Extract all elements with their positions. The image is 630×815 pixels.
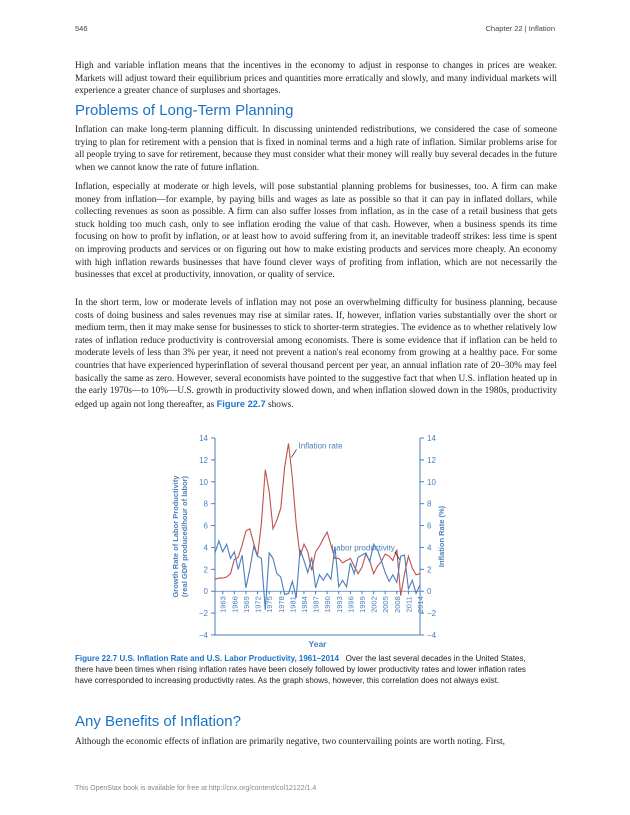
left-y-tick-label: 12 (199, 455, 208, 465)
paragraph-4: Although the economic effects of inflation are primarily negative, two countervailing points are worth noting. First, (75, 737, 505, 747)
x-tick-label: 1972 (253, 596, 263, 613)
right-y-tick-label: 14 (427, 434, 436, 443)
x-tick-label: 1999 (357, 596, 367, 613)
figure-caption-title: Figure 22.7 U.S. Inflation Rate and U.S. Labor Productivity, 1961–2014 (75, 654, 339, 663)
x-tick-label: 1966 (230, 596, 240, 613)
inflation-annotation-pointer (291, 449, 296, 457)
right-y-tick-label: 10 (427, 477, 436, 487)
left-y-tick-label: 6 (203, 521, 208, 531)
left-y-tick-label: 0 (203, 587, 208, 597)
inflation-rate-line (215, 444, 420, 596)
chapter-title: Chapter 22 | Inflation (485, 24, 555, 33)
paragraph-1: Inflation can make long-term planning difficult. In discussing unintended redistributions, we considered the case of someone trying to plan for retirement with a pension that is fixed in nominal terms and a high rate of inflation. Similar problems arise for all people trying to save for retirement, because they must consider what their money will really buy several decades in the future when we cannot know the rate of future inflation. (75, 125, 557, 173)
left-y-tick-label: 10 (199, 477, 208, 487)
inflation-rate-annotation: Inflation rate (298, 441, 343, 451)
paragraph-3-end: shows. (265, 399, 294, 410)
x-tick-label: 1978 (276, 596, 286, 613)
right-y-axis-title: Inflation Rate (%) (437, 505, 446, 568)
x-tick-label: 2008 (392, 596, 402, 613)
paragraph-3-text: In the short term, low or moderate levels of inflation may not pose an overwhelming difficulty for business planning, because costs of doing business and sales revenues may rise at similar rates. If, however, inflation varies substantially over the short or medium term, then it may make sense for businesses to stick to shorter-term strategies. The evidence as to whether relatively low rates of inflation reduce productivity is controversial among economists. There is some evidence that if inflation can be held to moderate levels of less than 3% per year, it need not prevent a nation's real economy from growing at a healthy pace. For some countries that have experienced hyperinflation of several thousand percent per year, an annual inflation rate of 20–30% may feel basically the same as zero. However, several economists have pointed to the suggestive fact that when U.S. inflation heated up in the early 1970s—to 10%—U.S. growth in productivity slowed down, and when inflation slowed down in the 1980s, productivity edged up again not long thereafter, as (75, 298, 557, 410)
x-tick-label: 2002 (369, 596, 379, 613)
labor-productivity-annotation: Labor productivity (331, 543, 395, 553)
right-y-tick-label: 8 (427, 499, 432, 509)
x-tick-label: 1993 (334, 596, 344, 613)
intro-paragraph: High and variable inflation means that the incentives in the economy to adjust in response to changes in prices are weaker. Markets will adjust toward their equilibrium prices and quantities more erratically and slowly, and many individual markets will experience a greater chance of surpluses and shortages. (75, 61, 557, 97)
section-heading-benefits: Any Benefits of Inflation? (75, 713, 241, 730)
left-y-tick-label: 4 (203, 543, 208, 553)
right-y-tick-label: 0 (427, 587, 432, 597)
left-y-tick-label: −4 (198, 631, 208, 640)
left-y-tick-label: 8 (203, 499, 208, 509)
x-tick-label: 2014 (416, 596, 425, 613)
x-tick-label: 1990 (323, 596, 333, 613)
x-axis-title: Year (308, 639, 327, 649)
x-tick-label: 1963 (218, 596, 228, 613)
x-tick-label: 2011 (404, 596, 414, 613)
x-tick-label: 1987 (311, 596, 321, 613)
figure-link[interactable]: Figure 22.7 (216, 398, 266, 409)
left-y-axis-title-line2: (real GDP produced/hour of labor) (180, 475, 189, 598)
x-tick-label: 1984 (299, 596, 309, 613)
paragraph-2: Inflation, especially at moderate or high levels, will pose substantial planning problems for businesses, too. A firm can make money from inflation—for example, by paying bills and wages as late as possible so that it can pay in inflated dollars, while collecting revenues as soon as possible. A firm can also suffer losses from inflation, as in the case of a retail business that gets stuck holding too much cash, only to see inflation eroding the value of that cash. However, when a business spends its time focusing on how to profit by inflation, or at least how to avoid suffering from it, an inevitable tradeoff strikes: less time is spent on improving products and services or on figuring out how to make existing products and services more cheaply. An economy with high inflation rewards businesses that have found clever ways of profiting from inflation, which are not necessarily the businesses that excel at productivity, innovation, or quality of service. (75, 182, 557, 281)
left-y-tick-label: 2 (203, 565, 208, 575)
right-y-tick-label: −4 (427, 631, 437, 640)
paragraph-3 (75, 297, 557, 411)
left-y-tick-label: 14 (199, 434, 208, 443)
left-y-tick-label: −2 (198, 609, 208, 619)
left-y-axis-title: Growth Rate of Labor Productivity (171, 475, 180, 598)
x-tick-label: 1969 (241, 596, 251, 613)
x-tick-label: 2005 (381, 596, 391, 613)
x-tick-label: 1996 (346, 596, 356, 613)
page-footer: This OpenStax book is available for free at http://cnx.org/content/col12122/1.4 (75, 785, 317, 792)
right-y-tick-label: 12 (427, 455, 436, 465)
right-y-tick-label: 4 (427, 543, 432, 553)
page-number: 546 (75, 24, 88, 33)
figure-caption-text: Over the last several decades in the United States, there have been times when rising inflation rates have been closely followed by lower productivity rates and lower inflation rates have corresponded to increasing productivity rates. As the graph shows, however, this correlation does not always exist. (75, 654, 526, 685)
right-y-tick-label: −2 (427, 609, 437, 619)
right-y-tick-label: 6 (427, 521, 432, 531)
x-tick-label: 1981 (288, 596, 298, 613)
section-heading-long-term-planning: Problems of Long-Term Planning (75, 102, 294, 119)
right-y-tick-label: 2 (427, 565, 432, 575)
x-tick-label: 1975 (265, 596, 275, 613)
inflation-productivity-chart (170, 428, 470, 650)
figure-caption (75, 653, 545, 686)
